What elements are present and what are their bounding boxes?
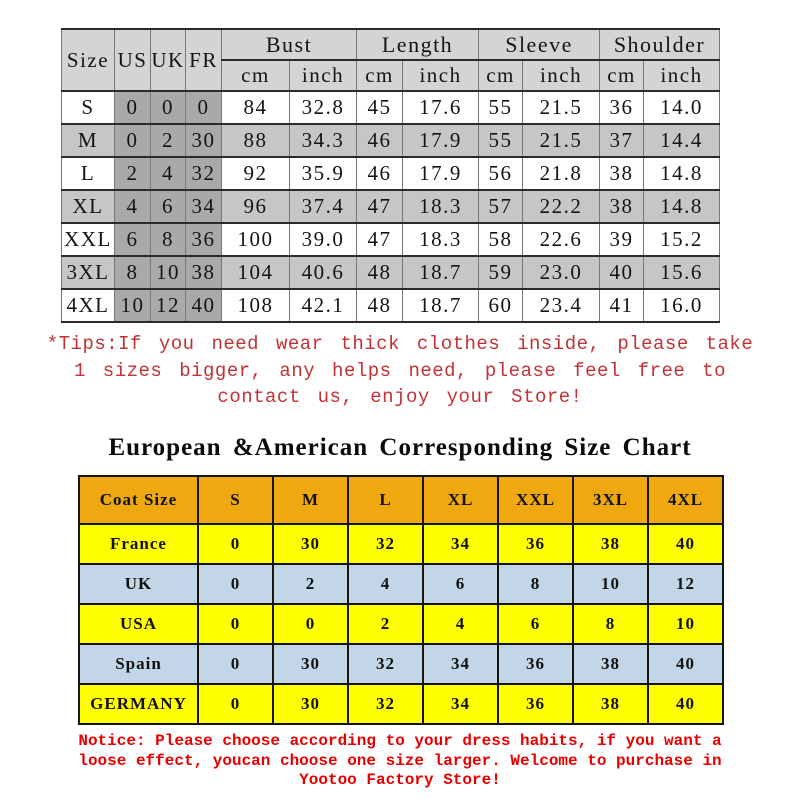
table-cell: 58 (479, 223, 523, 256)
table-cell: 18.7 (403, 289, 479, 322)
table-cell: 23.0 (523, 256, 600, 289)
table-cell: 100 (222, 223, 290, 256)
table-cell: 41 (600, 289, 644, 322)
table-cell: 0 (273, 604, 348, 644)
col-header-fr: FR (186, 29, 222, 91)
size-table (61, 28, 720, 323)
table-cell: 0 (198, 684, 273, 724)
table-cell: 36 (498, 684, 573, 724)
col-header-uk: UK (151, 29, 186, 91)
table-cell: 6 (498, 604, 573, 644)
euro-col-header-xxl: XXL (498, 476, 573, 524)
unit-header-sleeve-cm: cm (479, 60, 523, 91)
table-cell: 4 (151, 157, 186, 190)
table-cell: 18.3 (403, 190, 479, 223)
table-cell: 108 (222, 289, 290, 322)
table-cell: GERMANY (79, 684, 198, 724)
table-cell: 46 (357, 157, 403, 190)
unit-header-shoulder-cm: cm (600, 60, 644, 91)
table-cell: 8 (115, 256, 151, 289)
table-row (79, 524, 723, 564)
table-cell: XXL (62, 223, 115, 256)
euro-col-header-m: M (273, 476, 348, 524)
table-cell: 0 (198, 644, 273, 684)
unit-header-shoulder-inch: inch (644, 60, 720, 91)
table-cell: 30 (273, 644, 348, 684)
euro-col-header-4xl: 4XL (648, 476, 723, 524)
table-cell: 37 (600, 124, 644, 157)
table-cell: 60 (479, 289, 523, 322)
table-row (79, 564, 723, 604)
table-cell: 34 (423, 524, 498, 564)
table-cell: 0 (186, 91, 222, 124)
unit-header-bust-cm: cm (222, 60, 290, 91)
table-row (62, 157, 720, 190)
table-cell: 32 (348, 684, 423, 724)
table-cell: 48 (357, 256, 403, 289)
group-header-sleeve: Sleeve (479, 29, 600, 60)
table-cell: 4 (348, 564, 423, 604)
table-cell: 57 (479, 190, 523, 223)
table-cell: XL (62, 190, 115, 223)
table-cell: 36 (498, 644, 573, 684)
table-cell: Spain (79, 644, 198, 684)
table-cell: 38 (573, 524, 648, 564)
table-cell: 12 (151, 289, 186, 322)
table-cell: 21.5 (523, 124, 600, 157)
col-header-size: Size (62, 29, 115, 91)
col-header-us: US (115, 29, 151, 91)
table-cell: 45 (357, 91, 403, 124)
table-cell: 14.8 (644, 157, 720, 190)
notice-line-1: Notice: Please choose according to your dress habits, if you want a (78, 732, 722, 750)
table-cell: 3XL (62, 256, 115, 289)
table-cell: 0 (198, 524, 273, 564)
table-row (62, 124, 720, 157)
table-cell: 30 (273, 524, 348, 564)
table-cell: UK (79, 564, 198, 604)
table-cell: 40 (648, 644, 723, 684)
table-cell: 14.4 (644, 124, 720, 157)
table-cell: 55 (479, 91, 523, 124)
table-cell: 22.6 (523, 223, 600, 256)
table-cell: 40 (648, 524, 723, 564)
table-cell: France (79, 524, 198, 564)
table-cell: 15.6 (644, 256, 720, 289)
table-cell: 17.9 (403, 124, 479, 157)
tips-line-2: 1 sizes bigger, any helps need, please feel free to (74, 359, 726, 382)
table-cell: 30 (186, 124, 222, 157)
table-cell: 38 (573, 644, 648, 684)
table-cell: USA (79, 604, 198, 644)
notice-line-2: loose effect, youcan choose one size larger. Welcome to purchase in (78, 751, 722, 770)
table-cell: 39.0 (290, 223, 357, 256)
euro-col-header-s: S (198, 476, 273, 524)
table-cell: 8 (573, 604, 648, 644)
table-cell: 2 (115, 157, 151, 190)
table-row (79, 644, 723, 684)
euro-table-header (79, 476, 723, 524)
table-cell: L (62, 157, 115, 190)
table-cell: 0 (151, 91, 186, 124)
table-cell: 21.5 (523, 91, 600, 124)
table-cell: 0 (115, 91, 151, 124)
table-cell: 32 (348, 524, 423, 564)
table-cell: 46 (357, 124, 403, 157)
notice-line-3: Yootoo Factory Store! (299, 771, 501, 789)
table-cell: 21.8 (523, 157, 600, 190)
euro-col-header-3xl: 3XL (573, 476, 648, 524)
table-cell: 32 (186, 157, 222, 190)
table-cell: 84 (222, 91, 290, 124)
table-cell: 6 (423, 564, 498, 604)
table-cell: 32.8 (290, 91, 357, 124)
table-row (79, 684, 723, 724)
tips-line-1: *Tips:If you need wear thick clothes inside, please take (46, 333, 754, 355)
euro-chart-title: European &American Corresponding Size Chart (108, 434, 692, 461)
table-cell: 23.4 (523, 289, 600, 322)
table-cell: 4 (423, 604, 498, 644)
table-cell: 48 (357, 289, 403, 322)
table-cell: 55 (479, 124, 523, 157)
table-cell: 10 (648, 604, 723, 644)
notice-text (0, 732, 800, 791)
table-cell: 38 (186, 256, 222, 289)
table-row (62, 223, 720, 256)
table-cell: 17.6 (403, 91, 479, 124)
table-row (62, 289, 720, 322)
unit-header-sleeve-inch: inch (523, 60, 600, 91)
table-cell: 34 (423, 684, 498, 724)
table-cell: 37.4 (290, 190, 357, 223)
table-row (62, 190, 720, 223)
table-cell: 2 (151, 124, 186, 157)
tips-line-3: contact us, enjoy your Store! (217, 386, 583, 408)
table-row (62, 91, 720, 124)
table-cell: 104 (222, 256, 290, 289)
table-cell: 88 (222, 124, 290, 157)
table-cell: 32 (348, 644, 423, 684)
table-cell: 40.6 (290, 256, 357, 289)
table-cell: 14.8 (644, 190, 720, 223)
table-cell: 6 (151, 190, 186, 223)
unit-header-length-cm: cm (357, 60, 403, 91)
table-cell: 8 (498, 564, 573, 604)
table-cell: 14.0 (644, 91, 720, 124)
table-cell: 10 (151, 256, 186, 289)
table-cell: 38 (573, 684, 648, 724)
tips-text (0, 331, 800, 411)
table-cell: 34 (423, 644, 498, 684)
table-cell: 16.0 (644, 289, 720, 322)
euro-col-header-coat-size: Coat Size (79, 476, 198, 524)
table-cell: 4XL (62, 289, 115, 322)
table-cell: 56 (479, 157, 523, 190)
table-row (62, 29, 720, 60)
table-cell: 36 (498, 524, 573, 564)
table-cell: 30 (273, 684, 348, 724)
table-cell: 38 (600, 190, 644, 223)
table-cell: 40 (600, 256, 644, 289)
table-cell: 47 (357, 190, 403, 223)
size-table-header (62, 29, 720, 91)
table-cell: 34.3 (290, 124, 357, 157)
table-cell: 0 (198, 564, 273, 604)
table-cell: 4 (115, 190, 151, 223)
table-cell: 2 (348, 604, 423, 644)
table-cell: 10 (115, 289, 151, 322)
table-cell: 34 (186, 190, 222, 223)
table-cell: 18.7 (403, 256, 479, 289)
table-cell: 38 (600, 157, 644, 190)
table-cell: 59 (479, 256, 523, 289)
table-cell: 35.9 (290, 157, 357, 190)
table-cell: 2 (273, 564, 348, 604)
table-cell: 10 (573, 564, 648, 604)
table-cell: 39 (600, 223, 644, 256)
table-cell: 18.3 (403, 223, 479, 256)
table-row (62, 256, 720, 289)
table-row (79, 604, 723, 644)
table-cell: 47 (357, 223, 403, 256)
table-cell: 40 (186, 289, 222, 322)
group-header-length: Length (357, 29, 479, 60)
unit-header-bust-inch: inch (290, 60, 357, 91)
euro-col-header-l: L (348, 476, 423, 524)
unit-header-length-inch: inch (403, 60, 479, 91)
table-cell: M (62, 124, 115, 157)
table-cell: 40 (648, 684, 723, 724)
table-cell: 6 (115, 223, 151, 256)
table-cell: S (62, 91, 115, 124)
size-table-body (62, 91, 720, 322)
table-cell: 0 (115, 124, 151, 157)
table-cell: 8 (151, 223, 186, 256)
table-cell: 36 (600, 91, 644, 124)
table-cell: 96 (222, 190, 290, 223)
table-cell: 36 (186, 223, 222, 256)
table-row (79, 476, 723, 524)
table-cell: 92 (222, 157, 290, 190)
euro-col-header-xl: XL (423, 476, 498, 524)
euro-size-table (78, 475, 724, 725)
table-cell: 22.2 (523, 190, 600, 223)
table-cell: 42.1 (290, 289, 357, 322)
group-header-shoulder: Shoulder (600, 29, 720, 60)
table-cell: 12 (648, 564, 723, 604)
group-header-bust: Bust (222, 29, 357, 60)
table-cell: 0 (198, 604, 273, 644)
table-cell: 17.9 (403, 157, 479, 190)
euro-table-body (79, 524, 723, 724)
table-cell: 15.2 (644, 223, 720, 256)
